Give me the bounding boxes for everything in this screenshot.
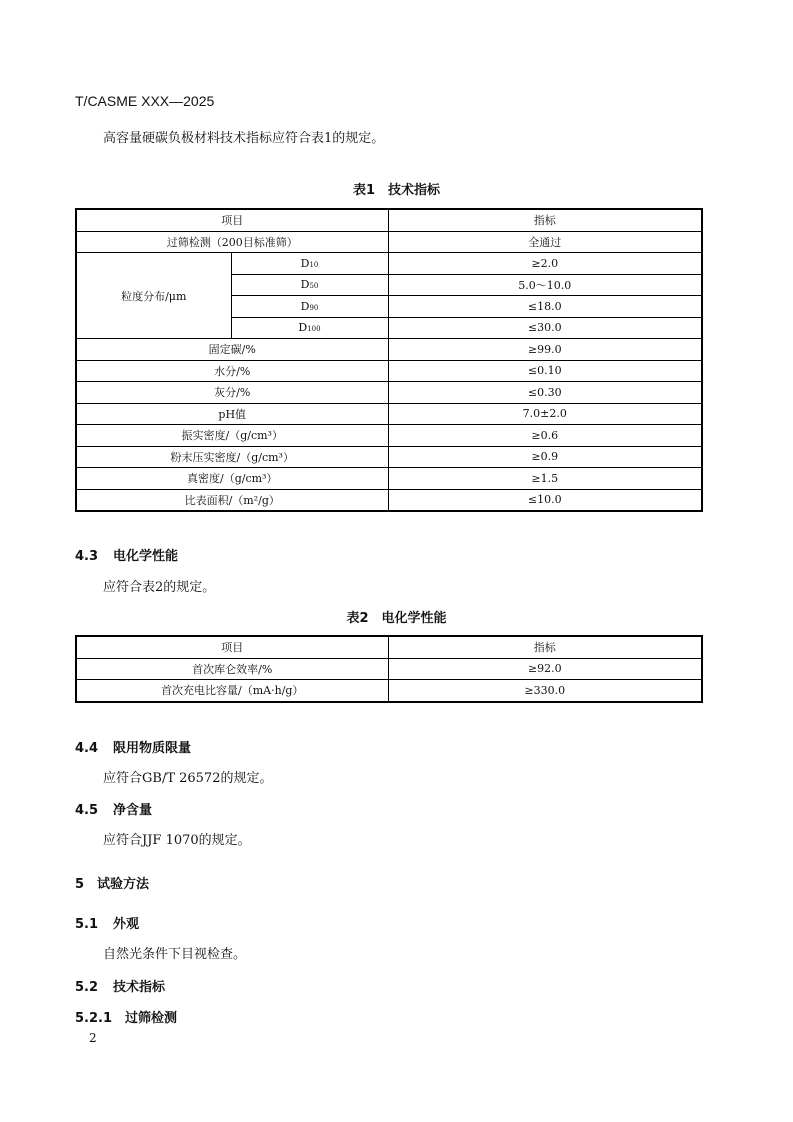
row-value: ≥1.5 — [388, 468, 702, 490]
section-4-4-text: 应符合GB/T 26572的规定。 — [103, 771, 273, 786]
table-row — [76, 468, 702, 490]
row-item: 首次库仑效率/% — [76, 658, 388, 680]
document-code: T/CASME XXX—2025 — [75, 93, 215, 109]
section-4-5-text: 应符合JJF 1070的规定。 — [103, 833, 251, 848]
table1-caption: 表1 技术指标 — [352, 183, 441, 198]
row-value: ≥92.0 — [388, 658, 702, 680]
row-item: 过筛检测（200目标准筛） — [76, 231, 388, 253]
row-value: ≥0.6 — [388, 425, 702, 447]
particle-sub-item: D100 — [231, 317, 388, 339]
section-4-3-heading: 4.3 电化学性能 — [75, 549, 179, 564]
row-value: ≤10.0 — [388, 489, 702, 511]
row-item: 灰分/% — [76, 382, 388, 404]
section-5-2-heading: 5.2 技术指标 — [75, 980, 166, 995]
row-item: 水分/% — [76, 360, 388, 382]
table-row — [76, 253, 702, 275]
row-item: 振实密度/（g/cm³） — [76, 425, 388, 447]
table2-electrochemical — [75, 635, 703, 703]
row-value: ≤0.30 — [388, 382, 702, 404]
table-row — [76, 680, 702, 702]
table1-technical-specs — [75, 208, 703, 512]
row-value: ≤30.0 — [388, 317, 702, 339]
header-value: 指标 — [388, 636, 702, 658]
row-value: ≥99.0 — [388, 339, 702, 361]
row-item: 首次充电比容量/（mA·h/g） — [76, 680, 388, 702]
table-header-row — [76, 636, 702, 658]
row-value: ≤0.10 — [388, 360, 702, 382]
header-value: 指标 — [388, 209, 702, 231]
row-value: ≥2.0 — [388, 253, 702, 275]
table-row — [76, 231, 702, 253]
table-row — [76, 446, 702, 468]
row-value: 全通过 — [388, 231, 702, 253]
table-row — [76, 489, 702, 511]
section-5-heading: 5 试验方法 — [75, 877, 150, 892]
page-number: 2 — [89, 1031, 97, 1045]
section-5-1-text: 自然光条件下目视检查。 — [103, 947, 247, 962]
row-value: ≥330.0 — [388, 680, 702, 702]
row-item: pH值 — [76, 403, 388, 425]
particle-sub-item: D50 — [231, 274, 388, 296]
table-row — [76, 403, 702, 425]
particle-size-label: 粒度分布/μm — [76, 253, 231, 339]
row-value: 7.0±2.0 — [388, 403, 702, 425]
table-row — [76, 360, 702, 382]
section-5-1-heading: 5.1 外观 — [75, 917, 140, 932]
section-5-2-1-heading: 5.2.1 过筛检测 — [75, 1011, 178, 1026]
row-value: ≤18.0 — [388, 296, 702, 318]
row-item: 固定碳/% — [76, 339, 388, 361]
row-item: 比表面积/（m²/g） — [76, 489, 388, 511]
particle-sub-item: D90 — [231, 296, 388, 318]
section-4-4-heading: 4.4 限用物质限量 — [75, 741, 192, 756]
table-row — [76, 658, 702, 680]
table-row — [76, 339, 702, 361]
row-item: 粉末压实密度/（g/cm³） — [76, 446, 388, 468]
header-item: 项目 — [76, 209, 388, 231]
table-row — [76, 425, 702, 447]
table2-caption: 表2 电化学性能 — [346, 611, 447, 626]
header-item: 项目 — [76, 636, 388, 658]
row-value: ≥0.9 — [388, 446, 702, 468]
section-4-3-text: 应符合表2的规定。 — [103, 580, 216, 595]
table-row — [76, 382, 702, 404]
section-4-5-heading: 4.5 净含量 — [75, 803, 153, 818]
table-header-row — [76, 209, 702, 231]
row-item: 真密度/（g/cm³） — [76, 468, 388, 490]
row-value: 5.0～10.0 — [388, 274, 702, 296]
intro-paragraph: 高容量硬碳负极材料技术指标应符合表1的规定。 — [103, 131, 385, 146]
particle-sub-item: D10 — [231, 253, 388, 275]
